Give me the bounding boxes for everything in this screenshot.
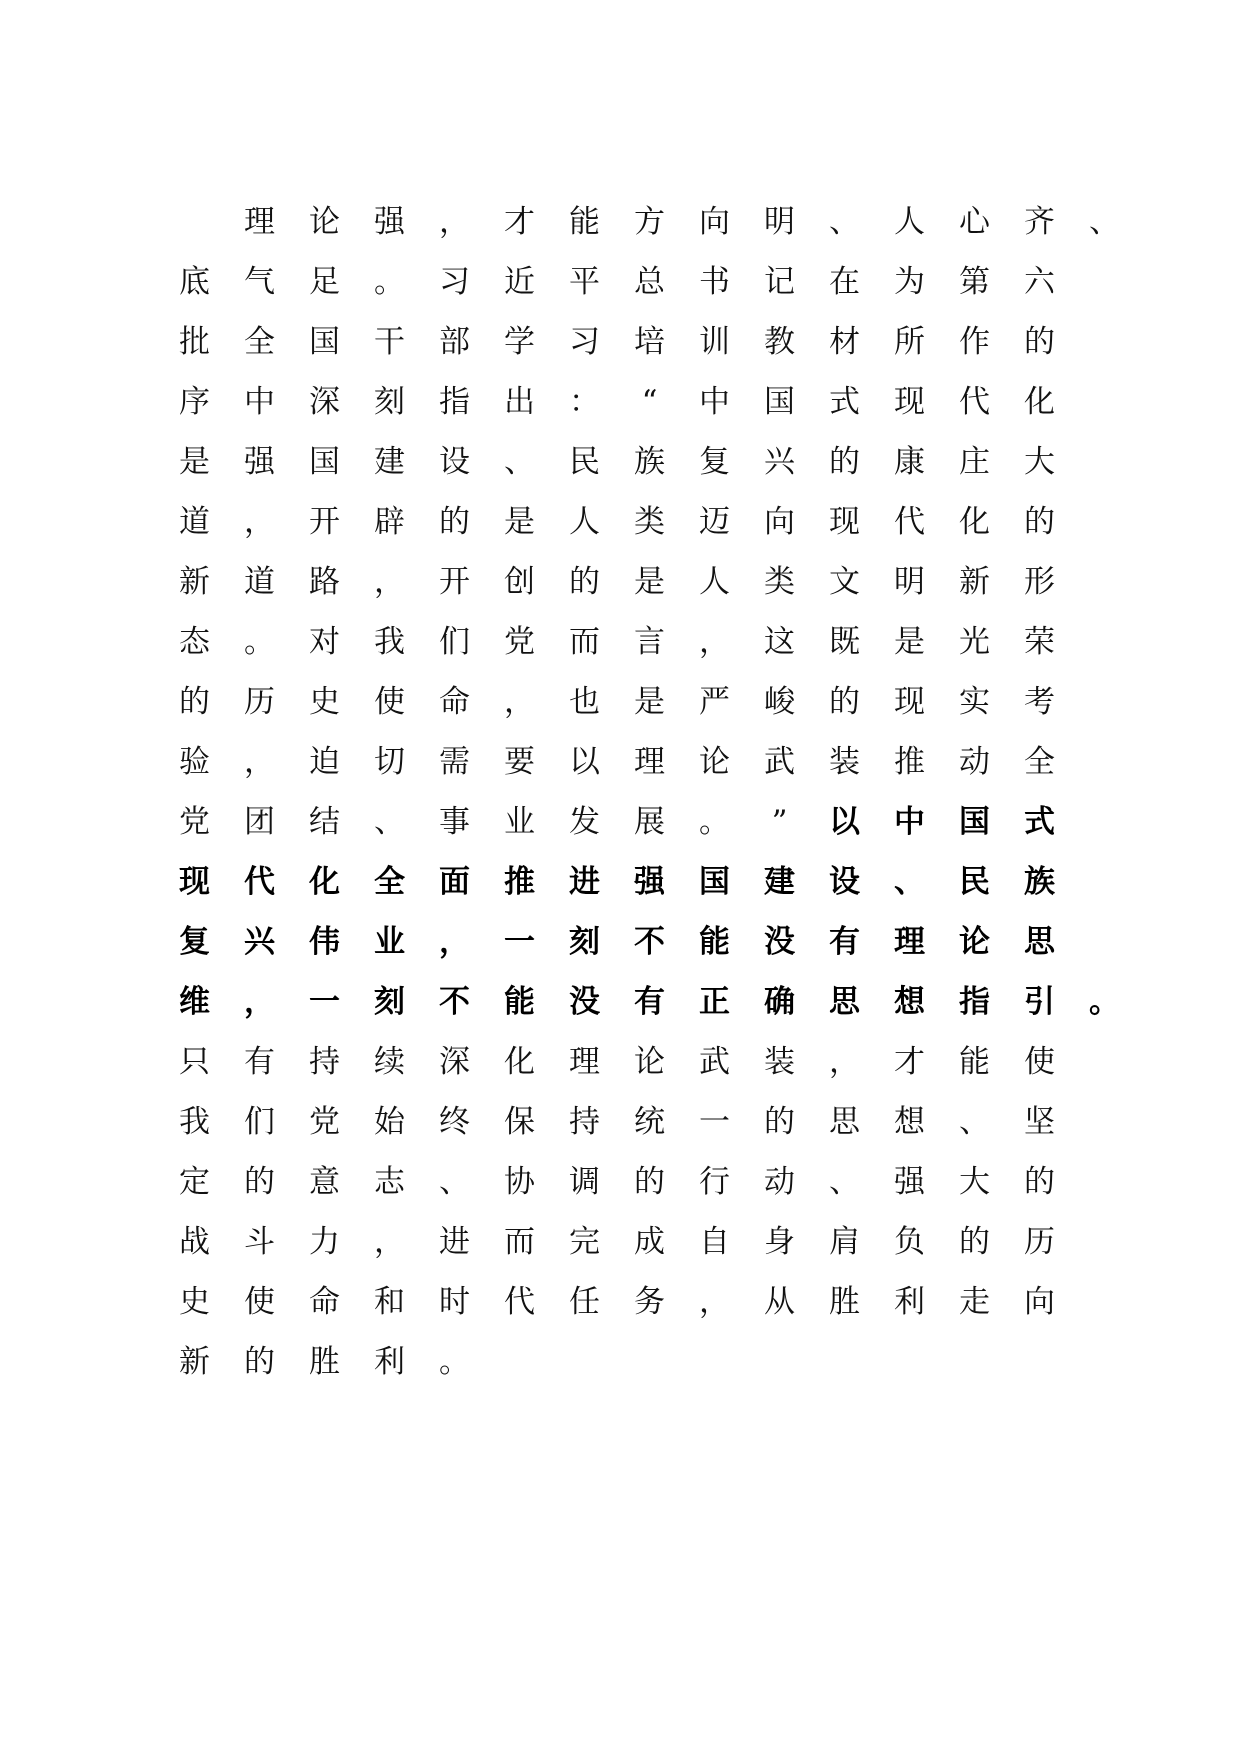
character: 代	[244, 864, 275, 900]
character: 事	[439, 804, 470, 840]
character: 不	[634, 924, 665, 960]
character: 推	[894, 744, 925, 780]
character: 身	[764, 1224, 795, 1260]
character: 刻	[374, 984, 405, 1020]
character: 斗	[244, 1224, 275, 1260]
character: 思	[829, 984, 860, 1020]
character: 形	[1024, 564, 1055, 600]
character: 面	[439, 864, 470, 900]
character: 深	[439, 1044, 470, 1080]
character: 论	[634, 1044, 665, 1080]
character: 方	[634, 204, 665, 240]
text-line	[162, 1332, 1102, 1392]
character: 史	[309, 684, 340, 720]
character: 、	[1089, 204, 1120, 240]
character: ，	[699, 624, 730, 660]
character: 荣	[1024, 624, 1055, 660]
character: 的	[1024, 1164, 1055, 1200]
text-line	[162, 1152, 1102, 1212]
character: 化	[959, 504, 990, 540]
character: 论	[309, 204, 340, 240]
character: 齐	[1024, 204, 1055, 240]
character: 只	[179, 1044, 210, 1080]
character: 态	[179, 624, 210, 660]
character: 学	[504, 324, 535, 360]
character: 国	[309, 444, 340, 480]
character: 中	[894, 804, 925, 840]
character: 我	[374, 624, 405, 660]
character: 明	[764, 204, 795, 240]
character: 使	[374, 684, 405, 720]
character: 命	[439, 684, 470, 720]
character: 的	[959, 1224, 990, 1260]
character: 协	[504, 1164, 535, 1200]
character: 国	[764, 384, 795, 420]
text-line	[162, 852, 1102, 912]
character: 平	[569, 264, 600, 300]
character: 走	[959, 1284, 990, 1320]
character: 代	[504, 1284, 535, 1320]
character: 切	[374, 744, 405, 780]
character: 近	[504, 264, 535, 300]
character: 民	[569, 444, 600, 480]
character: 志	[374, 1164, 405, 1200]
character: 化	[309, 864, 340, 900]
character: 能	[569, 204, 600, 240]
character: 代	[894, 504, 925, 540]
character: 现	[829, 504, 860, 540]
character: 总	[634, 264, 665, 300]
character: 新	[179, 564, 210, 600]
character: 是	[894, 624, 925, 660]
character: 动	[764, 1164, 795, 1200]
character: 时	[439, 1284, 470, 1320]
character: 民	[959, 864, 990, 900]
character: 的	[244, 1164, 275, 1200]
character: 批	[179, 324, 210, 360]
character: 迈	[699, 504, 730, 540]
character: 刻	[569, 924, 600, 960]
character: 才	[894, 1044, 925, 1080]
character: 能	[504, 984, 535, 1020]
character: 向	[1024, 1284, 1055, 1320]
character: 们	[244, 1104, 275, 1140]
character: 使	[1024, 1044, 1055, 1080]
character: 向	[699, 204, 730, 240]
character: 战	[179, 1224, 210, 1260]
character: 命	[309, 1284, 340, 1320]
character: 在	[829, 264, 860, 300]
character: 动	[959, 744, 990, 780]
character: 是	[179, 444, 210, 480]
character: 没	[764, 924, 795, 960]
character: 道	[244, 564, 275, 600]
character: 负	[894, 1224, 925, 1260]
character: 兴	[244, 924, 275, 960]
character: 化	[1024, 384, 1055, 420]
character: 书	[699, 264, 730, 300]
character: 复	[699, 444, 730, 480]
character: 光	[959, 624, 990, 660]
character: 持	[309, 1044, 340, 1080]
character: 式	[829, 384, 860, 420]
character: 理	[569, 1044, 600, 1080]
character: 统	[634, 1104, 665, 1140]
character: 一	[309, 984, 340, 1020]
character: 大	[1024, 444, 1055, 480]
character: 进	[439, 1224, 470, 1260]
character: 以	[829, 804, 860, 840]
character: 建	[374, 444, 405, 480]
character: 指	[439, 384, 470, 420]
character: 、	[894, 864, 925, 900]
character: 终	[439, 1104, 470, 1140]
text-line	[162, 252, 1102, 312]
character: 的	[244, 1344, 275, 1380]
character: 既	[829, 624, 860, 660]
character: 强	[244, 444, 275, 480]
text-line	[162, 432, 1102, 492]
character: 的	[829, 684, 860, 720]
character: 能	[699, 924, 730, 960]
character: 从	[764, 1284, 795, 1320]
character: 自	[699, 1224, 730, 1260]
character: 兴	[764, 444, 795, 480]
character: ，	[374, 564, 405, 600]
character: 理	[244, 204, 275, 240]
character: 设	[829, 864, 860, 900]
character: 有	[634, 984, 665, 1020]
paragraph	[162, 192, 1120, 1392]
character: 论	[959, 924, 990, 960]
character: 伟	[309, 924, 340, 960]
character: 们	[439, 624, 470, 660]
character: 胜	[309, 1344, 340, 1380]
character: 建	[764, 864, 795, 900]
character: 的	[569, 564, 600, 600]
character: 是	[504, 504, 535, 540]
character: 开	[439, 564, 470, 600]
character: 的	[634, 1164, 665, 1200]
character: 、	[829, 204, 860, 240]
character: 定	[179, 1164, 210, 1200]
character: 新	[959, 564, 990, 600]
character: 始	[374, 1104, 405, 1140]
text-line	[162, 612, 1102, 672]
character: 业	[504, 804, 535, 840]
character: 要	[504, 744, 535, 780]
character: ”	[771, 804, 788, 840]
character: ，	[439, 204, 470, 240]
character: 为	[894, 264, 925, 300]
character: 大	[959, 1164, 990, 1200]
character: 引	[1024, 984, 1055, 1020]
character: 史	[179, 1284, 210, 1320]
character: 复	[179, 924, 210, 960]
character: 推	[504, 864, 535, 900]
character: 所	[894, 324, 925, 360]
character: 利	[374, 1344, 405, 1380]
character: 的	[829, 444, 860, 480]
character: 想	[894, 984, 925, 1020]
character: 教	[764, 324, 795, 360]
character: 理	[634, 744, 665, 780]
character: ，	[374, 1224, 405, 1260]
character: ，	[244, 984, 275, 1020]
character: 务	[634, 1284, 665, 1320]
character: ，	[504, 684, 535, 720]
character: 全	[244, 324, 275, 360]
character: 、	[829, 1164, 860, 1200]
character: ：	[569, 384, 600, 420]
character: 全	[1024, 744, 1055, 780]
character: 的	[439, 504, 470, 540]
character: 持	[569, 1104, 600, 1140]
character: 没	[569, 984, 600, 1020]
character: 部	[439, 324, 470, 360]
character: 言	[634, 624, 665, 660]
character: 文	[829, 564, 860, 600]
character: 族	[1024, 864, 1055, 900]
character: 党	[179, 804, 210, 840]
text-line	[162, 672, 1102, 732]
character: 意	[309, 1164, 340, 1200]
character: 保	[504, 1104, 535, 1140]
character: ，	[699, 1284, 730, 1320]
character: ，	[244, 504, 275, 540]
character: 。	[244, 624, 275, 660]
character: 进	[569, 864, 600, 900]
character: 迫	[309, 744, 340, 780]
character: 现	[179, 864, 210, 900]
character: 底	[179, 264, 210, 300]
character: 明	[894, 564, 925, 600]
character: 党	[504, 624, 535, 660]
character: ，	[244, 744, 275, 780]
character: 强	[374, 204, 405, 240]
character: 这	[764, 624, 795, 660]
character: 培	[634, 324, 665, 360]
character: 类	[634, 504, 665, 540]
character: 思	[1024, 924, 1055, 960]
character: 历	[1024, 1224, 1055, 1260]
character: 论	[699, 744, 730, 780]
character: 。	[699, 804, 730, 840]
character: 的	[764, 1104, 795, 1140]
character: 辟	[374, 504, 405, 540]
character: 材	[829, 324, 860, 360]
character: 行	[699, 1164, 730, 1200]
text-line	[162, 792, 1102, 852]
character: 、	[374, 804, 405, 840]
character: 习	[439, 264, 470, 300]
character: 和	[374, 1284, 405, 1320]
character: 想	[894, 1104, 925, 1140]
character: 族	[634, 444, 665, 480]
character: 以	[569, 744, 600, 780]
character: 心	[959, 204, 990, 240]
character: 设	[439, 444, 470, 480]
character: 是	[634, 564, 665, 600]
character: 发	[569, 804, 600, 840]
character: 维	[179, 984, 210, 1020]
character: 装	[829, 744, 860, 780]
character: 的	[1024, 324, 1055, 360]
character: 武	[699, 1044, 730, 1080]
character: 一	[699, 1104, 730, 1140]
text-line	[162, 1092, 1102, 1152]
text-line	[162, 912, 1102, 972]
character: 而	[569, 624, 600, 660]
character: 记	[764, 264, 795, 300]
character: 不	[439, 984, 470, 1020]
character: 式	[1024, 804, 1055, 840]
character: 峻	[764, 684, 795, 720]
character: 出	[504, 384, 535, 420]
text-line	[162, 1212, 1102, 1272]
character: 开	[309, 504, 340, 540]
character: 强	[894, 1164, 925, 1200]
character: 全	[374, 864, 405, 900]
character: 现	[894, 384, 925, 420]
character: 、	[504, 444, 535, 480]
character: 指	[959, 984, 990, 1020]
character: 完	[569, 1224, 600, 1260]
text-line	[162, 372, 1102, 432]
character: 国	[309, 324, 340, 360]
character: 思	[829, 1104, 860, 1140]
character: 第	[959, 264, 990, 300]
character: 党	[309, 1104, 340, 1140]
character: 力	[309, 1224, 340, 1260]
character: 才	[504, 204, 535, 240]
character: 中	[244, 384, 275, 420]
character: 实	[959, 684, 990, 720]
character: 道	[179, 504, 210, 540]
character: 。	[374, 264, 405, 300]
character: 使	[244, 1284, 275, 1320]
character: 是	[634, 684, 665, 720]
character: 武	[764, 744, 795, 780]
character: 庄	[959, 444, 990, 480]
character: 严	[699, 684, 730, 720]
character: 干	[374, 324, 405, 360]
text-line	[162, 1272, 1102, 1332]
character: 创	[504, 564, 535, 600]
character: 。	[439, 1344, 470, 1380]
character: ，	[829, 1044, 860, 1080]
character: 验	[179, 744, 210, 780]
text-line	[162, 1032, 1102, 1092]
character: 康	[894, 444, 925, 480]
character: 刻	[374, 384, 405, 420]
text-line	[162, 552, 1102, 612]
character: 有	[829, 924, 860, 960]
character: 气	[244, 264, 275, 300]
character: 人	[894, 204, 925, 240]
character: 中	[699, 384, 730, 420]
character: 正	[699, 984, 730, 1020]
character: 人	[569, 504, 600, 540]
character: 能	[959, 1044, 990, 1080]
character: 一	[504, 924, 535, 960]
character: 国	[959, 804, 990, 840]
character: 类	[764, 564, 795, 600]
character: 序	[179, 384, 210, 420]
character: 历	[244, 684, 275, 720]
character: 利	[894, 1284, 925, 1320]
text-line	[162, 312, 1102, 372]
character: 任	[569, 1284, 600, 1320]
character: 有	[244, 1044, 275, 1080]
text-line	[162, 192, 1120, 252]
text-line	[162, 972, 1120, 1032]
character: 深	[309, 384, 340, 420]
character: 化	[504, 1044, 535, 1080]
character: 、	[439, 1164, 470, 1200]
character: 确	[764, 984, 795, 1020]
character: 业	[374, 924, 405, 960]
character: 成	[634, 1224, 665, 1260]
character: 路	[309, 564, 340, 600]
character: 理	[894, 924, 925, 960]
character: 国	[699, 864, 730, 900]
character: 考	[1024, 684, 1055, 720]
character: 的	[179, 684, 210, 720]
character: 展	[634, 804, 665, 840]
character: 的	[1024, 504, 1055, 540]
character: 续	[374, 1044, 405, 1080]
character: 坚	[1024, 1104, 1055, 1140]
character: 我	[179, 1104, 210, 1140]
character: 也	[569, 684, 600, 720]
character: 训	[699, 324, 730, 360]
character: 、	[959, 1104, 990, 1140]
character: 新	[179, 1344, 210, 1380]
text-line	[162, 732, 1102, 792]
character: 向	[764, 504, 795, 540]
character: 作	[959, 324, 990, 360]
text-line	[162, 492, 1102, 552]
character: 团	[244, 804, 275, 840]
character: 强	[634, 864, 665, 900]
character: 装	[764, 1044, 795, 1080]
character: 习	[569, 324, 600, 360]
character: 六	[1024, 264, 1055, 300]
character: 调	[569, 1164, 600, 1200]
character: “	[641, 384, 658, 420]
character: 对	[309, 624, 340, 660]
character: 而	[504, 1224, 535, 1260]
character: 胜	[829, 1284, 860, 1320]
character: 人	[699, 564, 730, 600]
character: 肩	[829, 1224, 860, 1260]
character: 足	[309, 264, 340, 300]
character: 需	[439, 744, 470, 780]
character: ，	[439, 924, 470, 960]
character: 结	[309, 804, 340, 840]
character: 代	[959, 384, 990, 420]
character: 。	[1089, 984, 1120, 1020]
character: 现	[894, 684, 925, 720]
